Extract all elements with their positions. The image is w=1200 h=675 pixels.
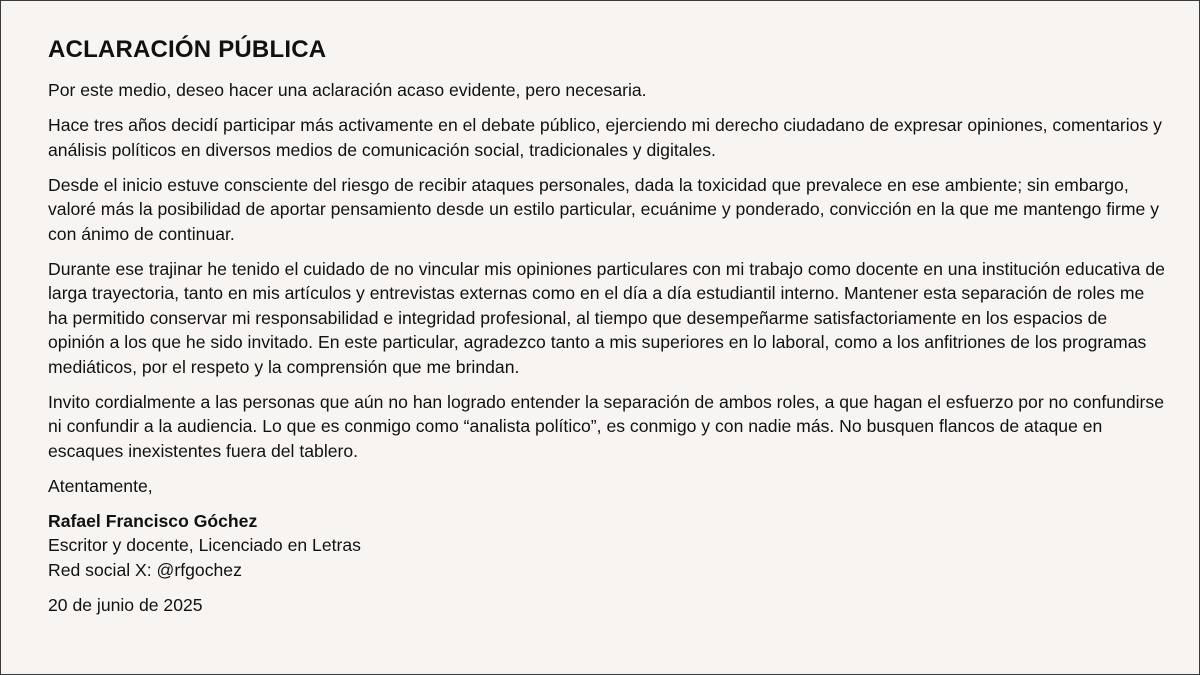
closing-salutation: Atentamente, [48,475,153,496]
signature-social-handle: Red social X: @rfgochez [48,559,242,580]
paragraph-invitation: Invito cordialmente a las personas que aún no han logrado entender la separación de ambos roles, a que hagan el esfuerzo por no confundirse ni confundir a la audiencia. Lo que es conmigo como “analista político”, es conmigo y con nadie más. No busquen flancos de ataque en escaques inexistentes fuera del tablero. [48,391,1164,461]
paragraph-risk: Desde el inicio estuve consciente del riesgo de recibir ataques personales, dada la toxicidad que prevalece en ese ambiente; sin embargo, valoré más la posibilidad de aportar pensamiento desde un estilo particular, ecuánime y ponderado, convicción en la que me mantengo firme y con ánimo de continuar. [48,174,1160,244]
document-title: ACLARACIÓN PÚBLICA [48,36,327,63]
paragraph-intro: Por este medio, deseo hacer una aclaración acaso evidente, pero necesaria. [48,80,647,100]
signature-block [48,509,1168,583]
signature-name: Rafael Francisco Góchez [48,510,258,531]
paragraph-background: Hace tres años decidí participar más activamente en el debate público, ejerciendo mi derecho ciudadano de expresar opiniones, comentarios y análisis políticos en diversos medios de comunicación social, tradicionales y digitales. [48,115,1162,160]
document-date: 20 de junio de 2025 [48,594,203,615]
document-body [48,35,1168,617]
signature-role: Escritor y docente, Licenciado en Letras [48,535,361,555]
paragraph-separation: Durante ese trajinar he tenido el cuidado de no vincular mis opiniones particulares con mi trabajo como docente en una institución educativa de larga trayectoria, tanto en mis artículos y entrevistas externas como en el día a día estudiantil interno. Mantener esta separación de roles me ha permitido conservar mi responsabilidad e integridad profesional, al tiempo que desempeñarme satisfactoriamente en los espacios de opinión a los que he sido invitado. En este particular, agradezco tanto a mis superiores en lo laboral, como a los anfitriones de los programas mediáticos, por el respeto y la comprensión que me brindan. [48,258,1165,377]
